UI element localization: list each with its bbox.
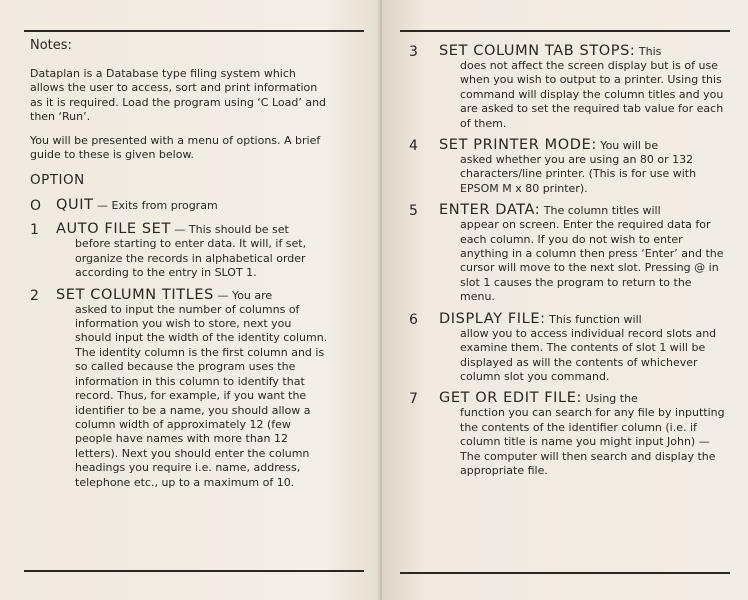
option-title: ENTER DATA: (439, 202, 541, 219)
notes-title: Notes: (30, 38, 72, 53)
option-lead: Using the (581, 392, 638, 406)
option-title: SET PRINTER MODE: (439, 137, 597, 154)
option-number: 4 (409, 138, 418, 155)
option-lead: — You are (213, 288, 273, 302)
option-title: AUTO FILE SET (56, 221, 171, 238)
option-description: function you can search for any file by inputting the contents of the identifier column (i.e. if column title is name you might input John) — The computer will then search and display the appropriate file. (460, 406, 725, 477)
option-description: allow you to access individual record slots and examine them. The contents of slot 1 will be displayed as will the contents of whichever column slot you command. (460, 326, 717, 383)
option-lead: You will be (596, 139, 659, 153)
option-lead: — Exits from program (93, 199, 218, 213)
option-number: O (30, 198, 42, 215)
option-set-printer-mode (409, 138, 727, 196)
option-title: DISPLAY FILE: (439, 310, 546, 327)
option-enter-data (409, 203, 727, 304)
option-description: before starting to enter data. It will, if set, organize the records in alphabetical order according to the entry in SLOT 1. (75, 237, 307, 280)
intro-paragraph: Dataplan is a Database type filing system which allows the user to access, sort and print information as it is required. Load the program using ‘C Load’ and then ‘Run’. (30, 67, 327, 124)
top-rule (24, 30, 364, 32)
option-number: 1 (30, 222, 39, 239)
option-title: GET OR EDIT FILE: (439, 390, 582, 407)
option-title: QUIT (56, 197, 94, 214)
option-heading: OPTION (30, 172, 85, 189)
option-description: does not affect the screen display but is of use when you wish to output to a printer. Using this command will display the column titles and you are asked to set the required tab value for each of them. (460, 59, 724, 130)
option-get-or-edit-file (409, 391, 727, 478)
option-description: asked to input the number of columns of information you wish to store, next you should input the width of the identity column. The identity column is the first column and is so called because the program uses the information in this column to identify that record. Thus, for example, if you want the identifier to be a name, you should allow a column width of approximately 12 (few people have names with more than 12 letters). Next you should enter the column headings you require i.e. name, address, telephone etc., up to a maximum of 10. (75, 302, 328, 489)
left-page-content (30, 38, 330, 497)
option-description: appear on screen. Enter the required data for each column. If you do not wish to enter anything in a column then press ‘Enter’ and the cursor will move to the next slot. Pressing @ in slot 1 causes the program to return to the menu. (460, 218, 724, 304)
option-lead: This function will (545, 312, 642, 326)
option-number: 5 (409, 203, 418, 220)
option-auto-file-set (30, 222, 330, 280)
option-description: asked whether you are using an 80 or 132 characters/line printer. (This is for use with EPSOM M x 80 printer). (460, 153, 697, 195)
right-page (382, 0, 748, 600)
menu-intro-paragraph: You will be presented with a menu of options. A brief guide to these is given below. (30, 133, 321, 162)
option-lead: — This should be set (170, 223, 289, 237)
option-lead: The column titles will (540, 204, 661, 218)
option-number: 3 (409, 44, 418, 60)
option-quit (30, 198, 330, 215)
option-number: 2 (30, 287, 39, 304)
bottom-rule (400, 572, 730, 574)
option-set-column-titles (30, 288, 330, 490)
option-lead: This (635, 45, 662, 58)
bottom-rule (24, 570, 364, 572)
option-number: 6 (409, 311, 418, 328)
option-title: SET COLUMN TAB STOPS: (439, 43, 636, 59)
option-set-column-tab-stops (409, 44, 727, 131)
top-rule (400, 30, 730, 32)
right-page-content (409, 44, 727, 485)
option-display-file (409, 312, 727, 385)
option-number: 7 (409, 391, 418, 408)
option-title: SET COLUMN TITLES (56, 286, 214, 303)
